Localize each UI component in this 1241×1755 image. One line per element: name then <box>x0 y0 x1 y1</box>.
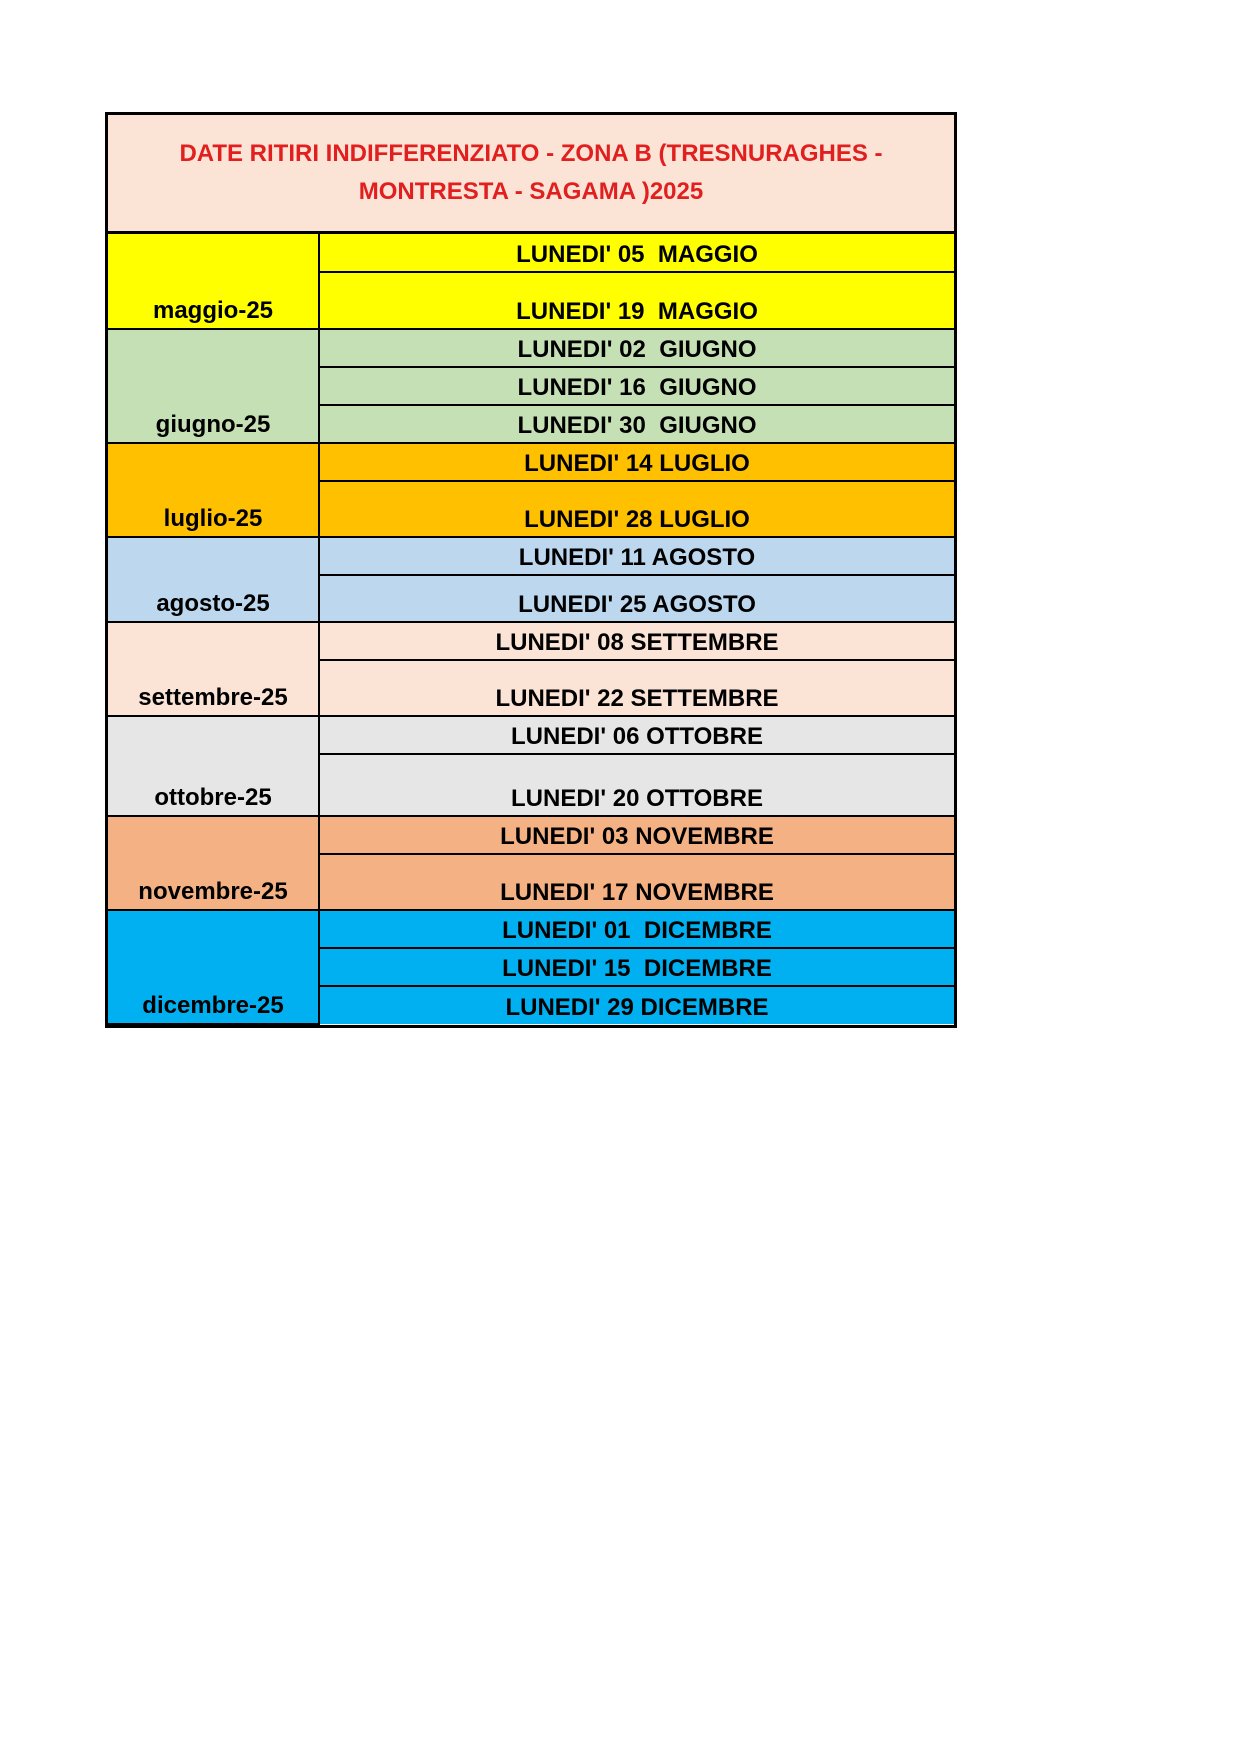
collection-date: LUNEDI' 08 SETTEMBRE <box>319 622 954 660</box>
page-title: DATE RITIRI INDIFFERENZIATO - ZONA B (TRESNURAGHES - MONTRESTA - SAGAMA )2025 <box>179 140 883 205</box>
collection-date: LUNEDI' 11 AGOSTO <box>319 537 954 575</box>
table-row <box>108 910 954 948</box>
collection-date: LUNEDI' 19 MAGGIO <box>319 272 954 329</box>
table-row <box>108 816 954 854</box>
month-label: agosto-25 <box>108 537 319 622</box>
collection-date: LUNEDI' 28 LUGLIO <box>319 481 954 537</box>
collection-date: LUNEDI' 02 GIUGNO <box>319 329 954 367</box>
collection-date: LUNEDI' 25 AGOSTO <box>319 575 954 622</box>
collection-date: LUNEDI' 14 LUGLIO <box>319 443 954 481</box>
collection-date: LUNEDI' 17 NOVEMBRE <box>319 854 954 910</box>
collection-date: LUNEDI' 06 OTTOBRE <box>319 716 954 754</box>
month-label: dicembre-25 <box>108 910 319 1024</box>
table-row <box>108 537 954 575</box>
collection-date: LUNEDI' 22 SETTEMBRE <box>319 660 954 716</box>
table-row <box>108 234 954 272</box>
title-cell <box>108 115 954 234</box>
collection-date: LUNEDI' 30 GIUGNO <box>319 405 954 443</box>
collection-date: LUNEDI' 15 DICEMBRE <box>319 948 954 986</box>
table-row <box>108 329 954 367</box>
collection-date: LUNEDI' 01 DICEMBRE <box>319 910 954 948</box>
collection-date: LUNEDI' 16 GIUGNO <box>319 367 954 405</box>
schedule-body <box>108 234 954 1024</box>
schedule-table <box>108 234 954 1025</box>
table-row <box>108 622 954 660</box>
month-label: luglio-25 <box>108 443 319 537</box>
schedule-sheet <box>105 112 957 1028</box>
collection-date: LUNEDI' 05 MAGGIO <box>319 234 954 272</box>
month-label: novembre-25 <box>108 816 319 910</box>
collection-date: LUNEDI' 29 DICEMBRE <box>319 986 954 1024</box>
month-label: giugno-25 <box>108 329 319 443</box>
month-label: settembre-25 <box>108 622 319 716</box>
collection-date: LUNEDI' 20 OTTOBRE <box>319 754 954 816</box>
table-row <box>108 716 954 754</box>
month-label: ottobre-25 <box>108 716 319 816</box>
collection-date: LUNEDI' 03 NOVEMBRE <box>319 816 954 854</box>
month-label: maggio-25 <box>108 234 319 329</box>
table-row <box>108 443 954 481</box>
